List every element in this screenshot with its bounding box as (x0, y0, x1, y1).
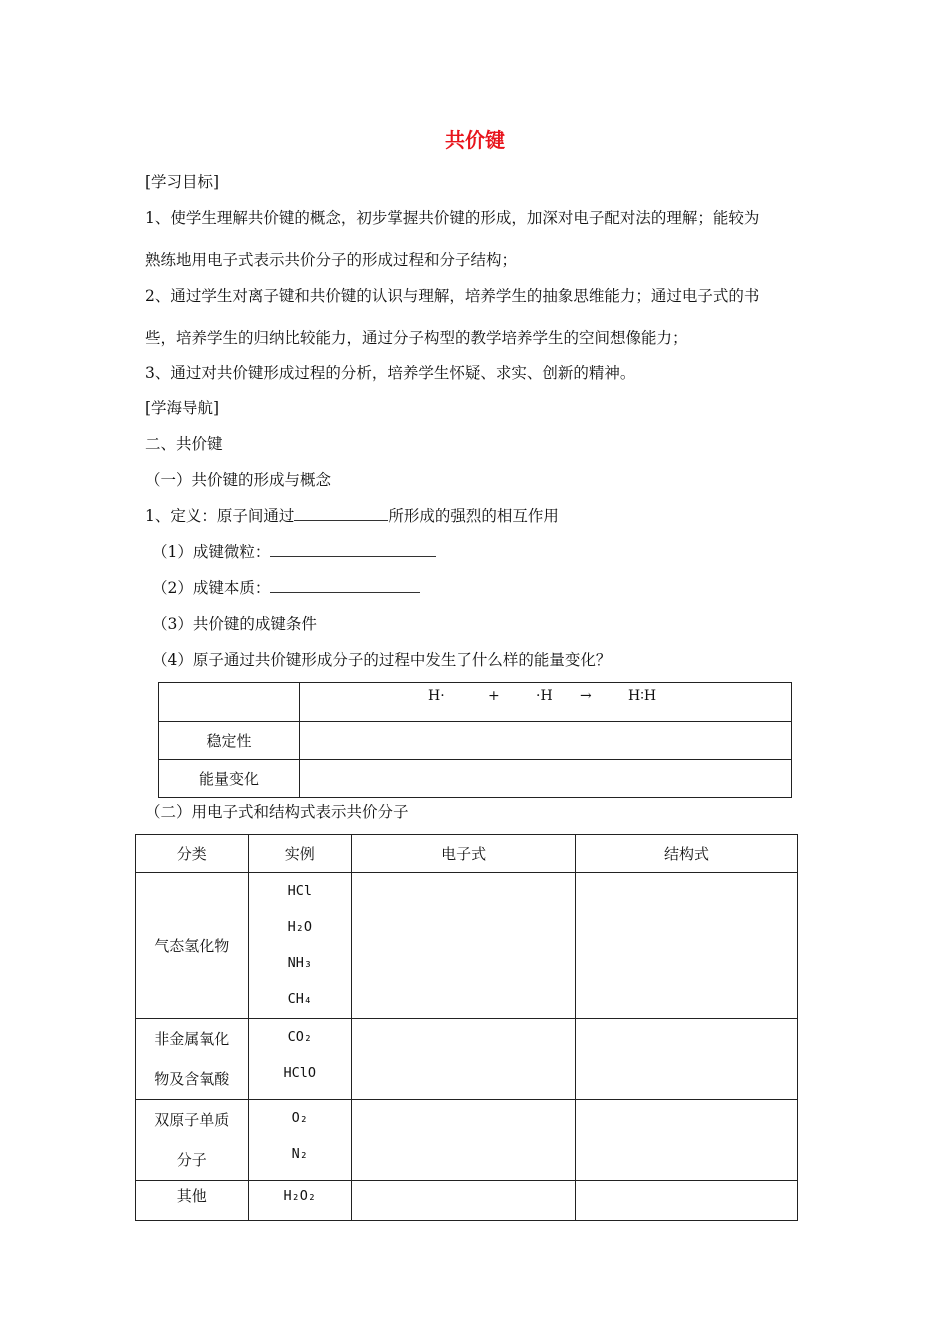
category-cell (136, 1019, 249, 1100)
reaction-arrow: → (580, 688, 592, 704)
definition-prefix: 1、定义：原子间通过 (145, 507, 295, 525)
subsection-2-heading: （二）用电子式和结构式表示共价分子 (145, 803, 409, 821)
example-formula: H₂O₂ (283, 1188, 317, 1204)
table-row (136, 1100, 798, 1181)
objective-3: 3、通过对共价键形成过程的分析，培养学生怀疑、求实、创新的精神。 (145, 364, 636, 382)
question-1-text: （1）成键微粒： (152, 543, 271, 561)
question-2 (152, 578, 420, 598)
example-cell (248, 1019, 352, 1100)
question-2-blank (270, 578, 420, 593)
example-cell (248, 1181, 352, 1221)
table-row (136, 873, 798, 1019)
example-formula: O₂ (291, 1110, 308, 1126)
example-cell (248, 873, 352, 1019)
header-structural-formula: 结构式 (576, 835, 798, 873)
structural-formula-cell (576, 1181, 798, 1221)
header-category: 分类 (136, 835, 249, 873)
molecule-table (135, 834, 798, 1221)
definition-blank (294, 506, 388, 521)
question-1-blank (270, 542, 436, 557)
table-row (136, 1019, 798, 1100)
subsection-1-heading: （一）共价键的形成与概念 (145, 471, 332, 489)
table-row (136, 1181, 798, 1221)
question-2-text: （2）成键本质： (152, 579, 271, 597)
page-title: 共价键 (445, 128, 505, 152)
structural-formula-cell (576, 1019, 798, 1100)
example-formula: HCl (287, 883, 312, 899)
example-formula: CO₂ (287, 1029, 312, 1045)
electron-formula-cell (352, 1181, 576, 1221)
guide-heading: [学海导航] (145, 399, 220, 417)
example-cell (248, 1100, 352, 1181)
plus-sign: + (488, 688, 500, 704)
energy-table-corner (159, 683, 300, 722)
category-cell (136, 1100, 249, 1181)
stability-answer-cell (300, 722, 792, 760)
category-cell (136, 873, 249, 1019)
question-1 (152, 542, 436, 562)
stability-label: 稳定性 (159, 722, 300, 760)
example-formula: CH₄ (287, 991, 312, 1007)
reaction-equation-cell (300, 683, 792, 722)
objective-1-line-2: 熟练地用电子式表示共价分子的形成过程和分子结构； (145, 251, 518, 269)
category-text: 物及含氧酸 (154, 1070, 230, 1088)
structural-formula-cell (576, 873, 798, 1019)
category-text: 其他 (176, 1187, 207, 1205)
category-cell (136, 1181, 249, 1221)
example-formula: N₂ (291, 1146, 308, 1162)
objective-1-line-1: 1、使学生理解共价键的概念，初步掌握共价键的形成，加深对电子配对法的理解；能较为 (145, 209, 760, 227)
category-text: 非金属氧化 (154, 1030, 230, 1048)
objective-2-line-1: 2、通过学生对离子键和共价键的认识与理解，培养学生的抽象思维能力；通过电子式的书 (145, 287, 760, 305)
structural-formula-cell (576, 1100, 798, 1181)
definition-line (145, 506, 559, 526)
objectives-heading: [学习目标] (145, 173, 220, 191)
section-heading: 二、共价键 (145, 435, 223, 453)
header-electron-formula: 电子式 (352, 835, 576, 873)
electron-formula-cell (352, 1100, 576, 1181)
category-text: 双原子单质 (154, 1111, 230, 1129)
category-text: 气态氢化物 (154, 936, 230, 955)
reactant-h-2: ·H (536, 688, 553, 704)
example-formula: NH₃ (287, 955, 312, 971)
header-example: 实例 (248, 835, 352, 873)
energy-change-label: 能量变化 (159, 760, 300, 798)
energy-change-answer-cell (300, 760, 792, 798)
example-formula: H₂O (287, 919, 312, 935)
question-3: （3）共价键的成键条件 (152, 615, 317, 633)
electron-formula-cell (352, 873, 576, 1019)
example-formula: HClO (283, 1065, 317, 1081)
product-h2: H∶H (628, 688, 657, 704)
definition-suffix: 所形成的强烈的相互作用 (388, 507, 559, 525)
category-text: 分子 (176, 1151, 207, 1169)
question-4: （4）原子通过共价键形成分子的过程中发生了什么样的能量变化？ (152, 651, 612, 669)
objective-2-line-2: 些，培养学生的归纳比较能力，通过分子构型的教学培养学生的空间想像能力； (145, 329, 688, 347)
energy-table (158, 682, 792, 798)
electron-formula-cell (352, 1019, 576, 1100)
reactant-h-1: H· (428, 688, 445, 704)
